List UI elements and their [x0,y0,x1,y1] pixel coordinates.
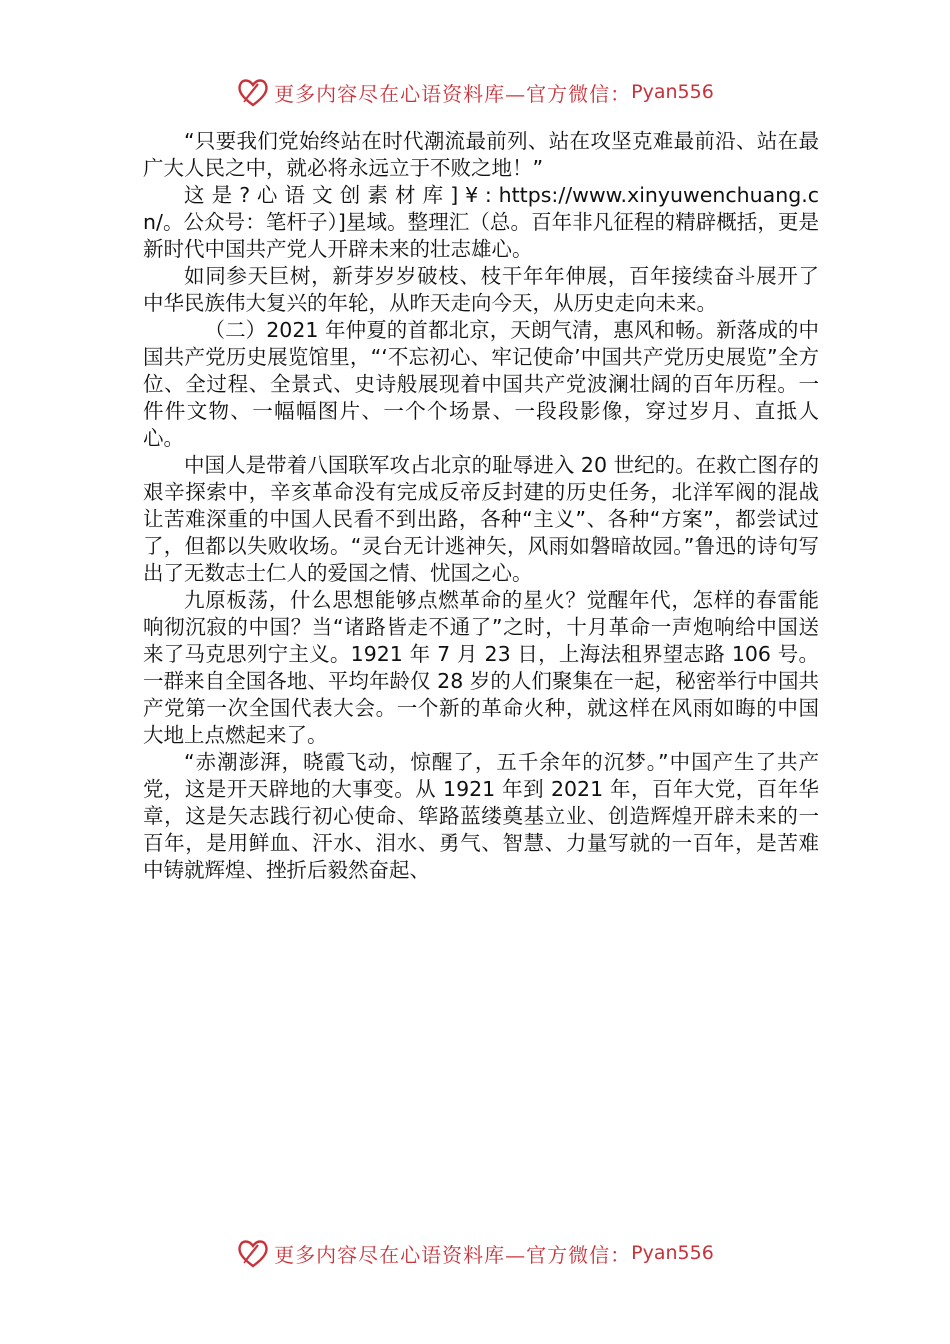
header-text: 更多内容尽在心语资料库—官方微信： [274,81,632,106]
paragraph: （二）2021 年仲夏的首都北京，天朗气清，惠风和畅。新落成的中国共产党历史展览馆里，“‘不忘初心、牢记使命’中国共产党历史展览”全方位、全过程、全景式、史诗般展现着中国共产党波澜壮阔的百年历程。一件件文物、一幅幅图片、一个个场景、一段段影像，穿过岁月、直抵人心。 [143,318,819,450]
paragraph: “赤潮澎湃，晓霞飞动，惊醒了，五千余年的沉梦。”中国产生了共产党，这是开天辟地的大事变。从 1921 年到 2021 年，百年大党，百年华章，这是矢志践行初心使命、筚路蓝缕奠基立业、创造辉煌开辟未来的一百年，是用鲜血、汗水、泪水、勇气、智慧、力量写就的一百年，是苦难中铸就辉煌、挫折后毅然奋起、 [143,750,819,882]
paragraph: 这 是 ? 心 语 文 创 素 材 库 ] ¥ : https://www.xinyuwenchuang.cn/。公众号：笔杆子）]星域。整理汇（总。百年非凡征程的精辟概括，更是新时代中国共产党人开辟未来的壮志雄心。 [143,183,819,261]
footer-banner [0,1233,950,1273]
heart-pen-logo-icon [236,75,270,109]
footer-wechat-id: Pyan556 [631,1242,714,1264]
paragraph: 如同参天巨树，新芽岁岁破枝、枝干年年伸展，百年接续奋斗展开了中华民族伟大复兴的年轮，从昨天走向今天，从历史走向未来。 [143,264,819,315]
footer-text: 更多内容尽在心语资料库—官方微信： [274,1242,632,1267]
header-banner [0,72,950,112]
heart-pen-logo-icon [236,1236,270,1270]
article-body [143,128,819,884]
header-wechat-id: Pyan556 [631,81,714,103]
paragraph: “只要我们党始终站在时代潮流最前列、站在攻坚克难最前沿、站在最广大人民之中，就必将永远立于不败之地！” [143,129,819,180]
paragraph: 中国人是带着八国联军攻占北京的耻辱进入 20 世纪的。在救亡图存的艰辛探索中，辛亥革命没有完成反帝反封建的历史任务，北洋军阀的混战让苦难深重的中国人民看不到出路，各种“主义”、各种“方案”，都尝试过了，但都以失败收场。“灵台无计逃神矢，风雨如磐暗故园。”鲁迅的诗句写出了无数志士仁人的爱国之情、忧国之心。 [143,453,819,585]
paragraph: 九原板荡，什么思想能够点燃革命的星火？觉醒年代，怎样的春雷能响彻沉寂的中国？当“诸路皆走不通了”之时，十月革命一声炮响给中国送来了马克思列宁主义。1921 年 7 月 23 日，上海法租界望志路 106 号。一群来自全国各地、平均年龄仅 28 岁的人们聚集在一起，秘密举行中国共产党第一次全国代表大会。一个新的革命火种，就这样在风雨如晦的中国大地上点燃起来了。 [143,588,819,747]
